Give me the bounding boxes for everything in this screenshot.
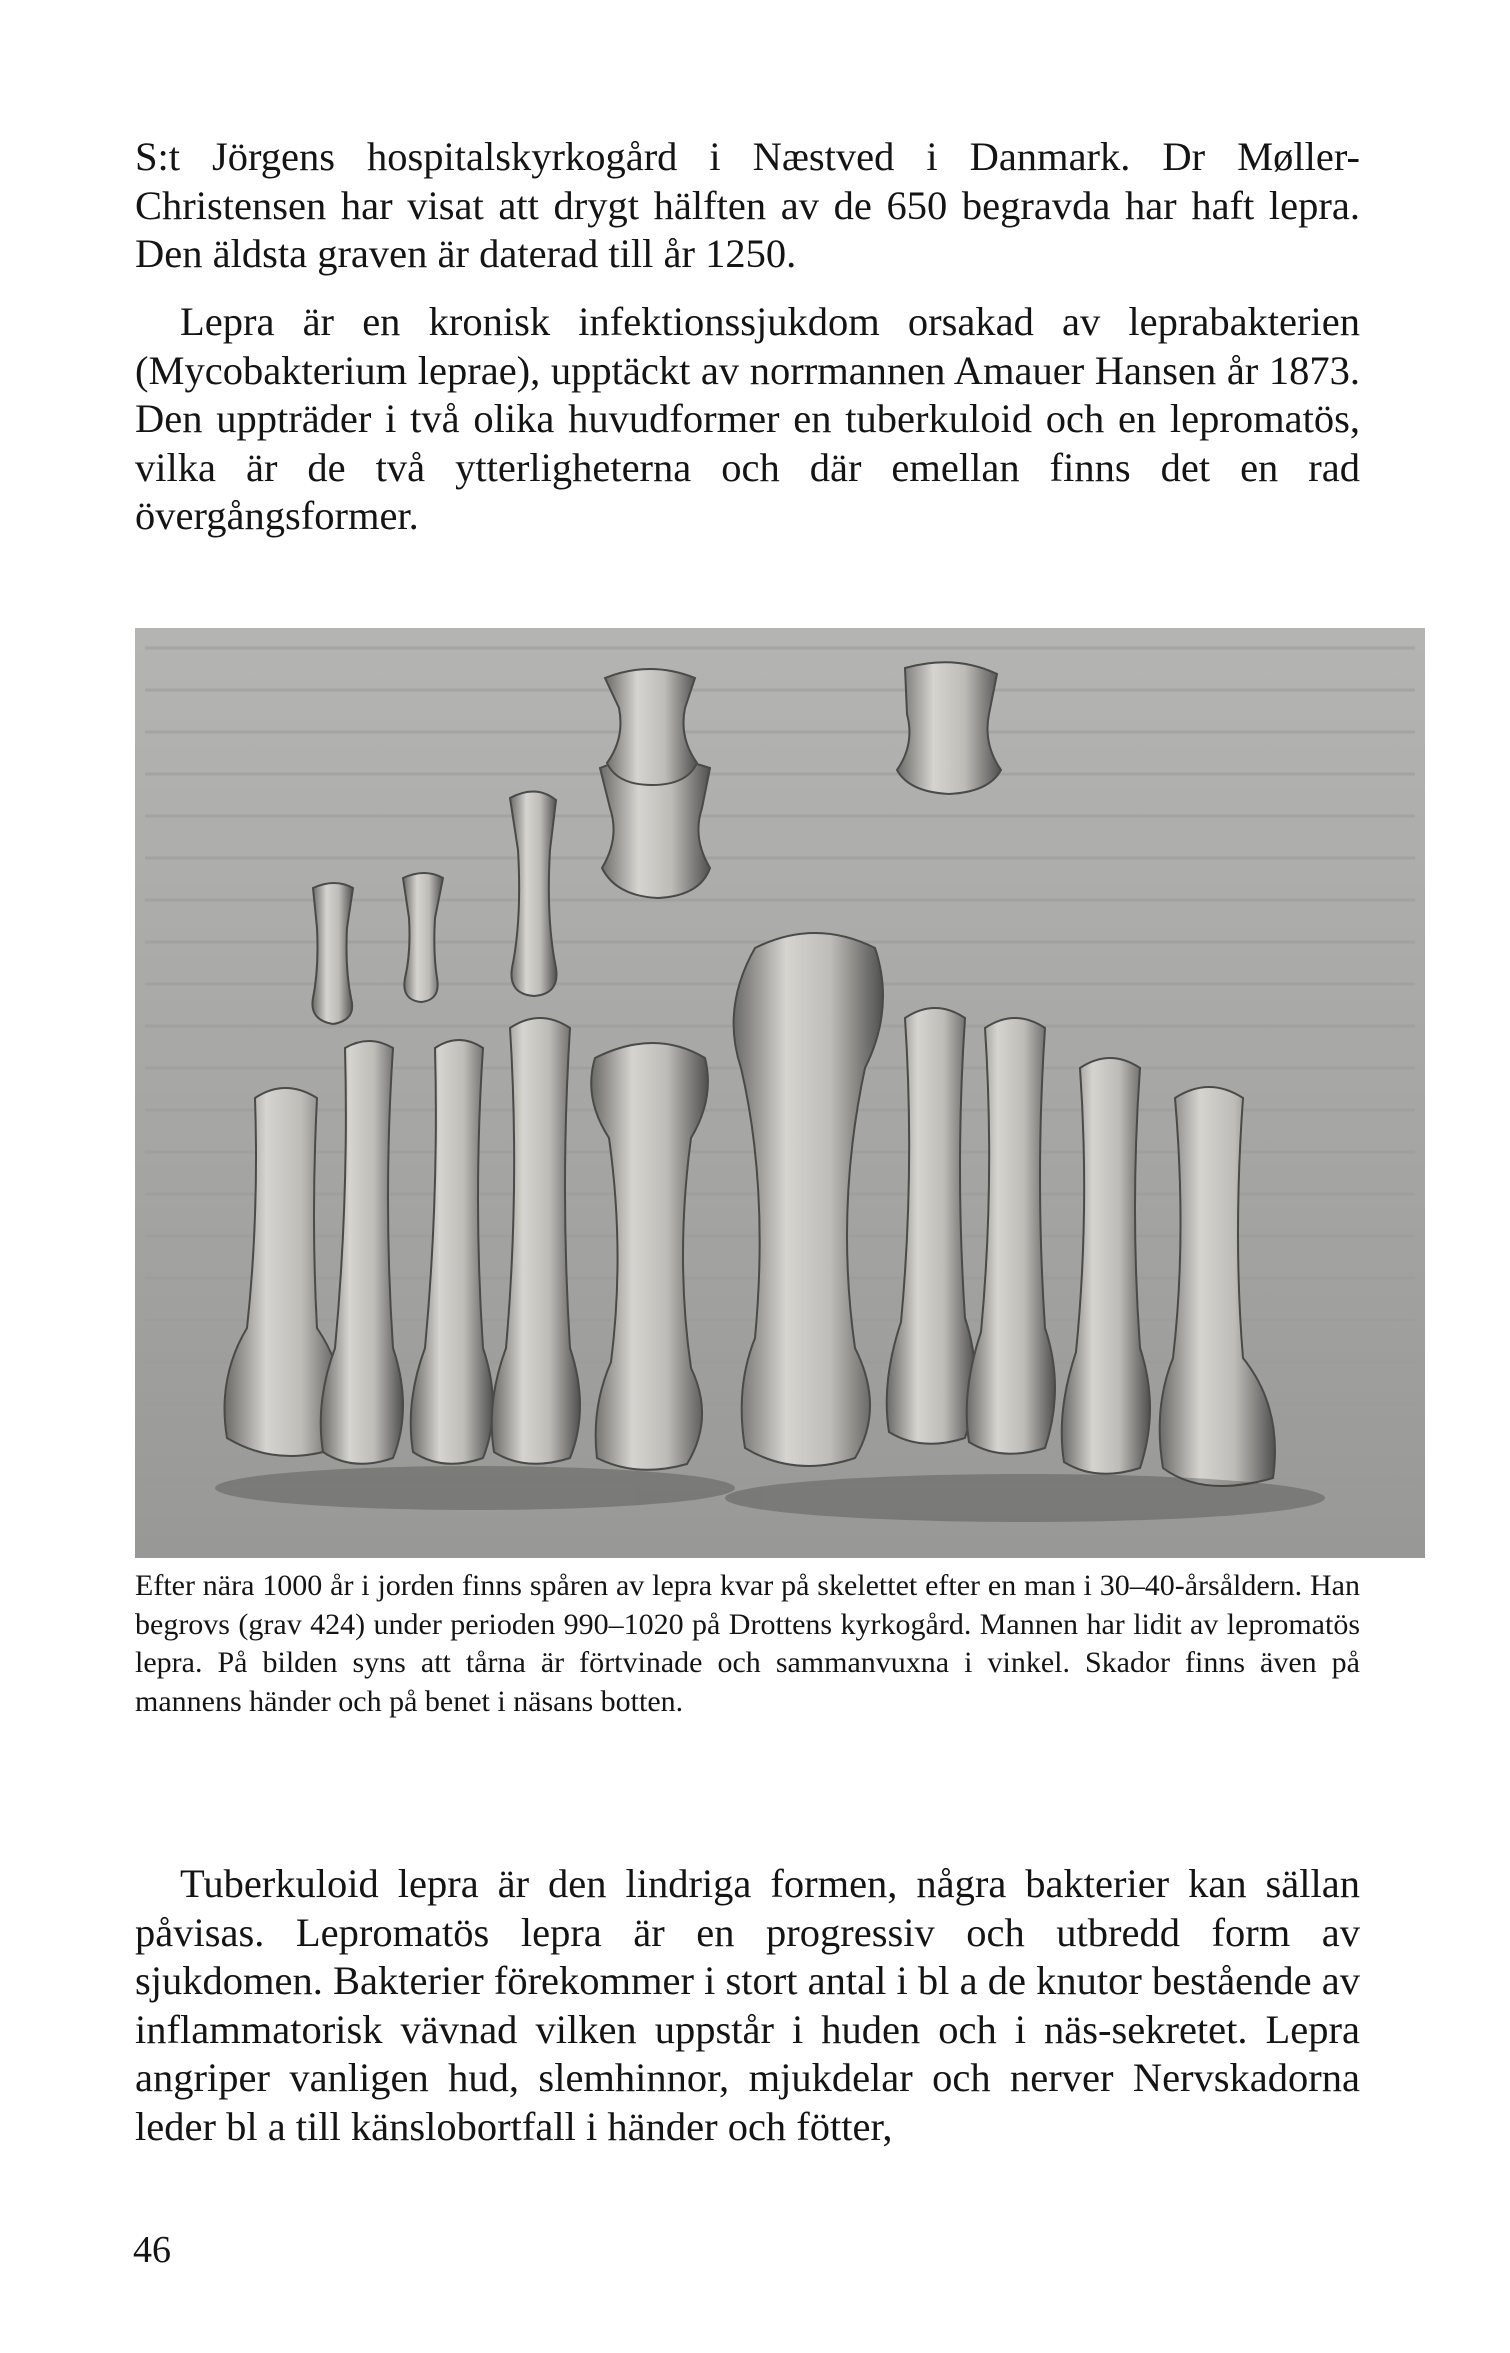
figure-caption: Efter nära 1000 år i jorden finns spåren av lepra kvar på skelettet efter en man i 30–40-årsåldern. Han begrovs (grav 424) under perioden 990–1020 på Drottens kyrkogård. Mannen har lidit av lepromatös lepra. På bilden syns att tårna är förtvinade och sammanvuxna i vinkel. Skador finns även på mannens händer och på benet i näsans botten. xyxy=(135,1569,1360,1718)
paragraph-3: Tuberkuloid lepra är den lindriga formen, några bakterier kan sällan påvisas. Lepromatös lepra är en progressiv och utbredd form av sjukdomen. Bakterier förekommer i stort antal i bl a de knutor bestående av inflammatorisk vävnad vilken uppstår i huden och i näs-sekretet. Lepra angriper vanligen hud, slemhinnor, mjukdelar och nerver Nervskadorna leder bl a till känslobortfall i händer och fötter, xyxy=(135,1861,1360,2149)
bone-photograph xyxy=(135,628,1425,1558)
bone-photograph-icon xyxy=(135,628,1425,1558)
page-number: 46 xyxy=(133,2229,171,2271)
paragraph-1: S:t Jörgens hospitalskyrkogård i Næstved i Danmark. Dr Møller-Christensen har visat att drygt hälften av de 650 begravda har haft lepra. Den äldsta graven är daterad till år 1250. xyxy=(135,134,1360,277)
paragraph-2: Lepra är en kronisk infektionssjukdom orsakad av leprabakterien (Mycobakterium leprae), upptäckt av norrmannen Amauer Hansen år 1873. Den uppträder i två olika huvudformer en tuberkuloid och en lepromatös, vilka är de två ytterligheterna och där emellan finns det en rad övergångsformer. xyxy=(135,299,1360,539)
